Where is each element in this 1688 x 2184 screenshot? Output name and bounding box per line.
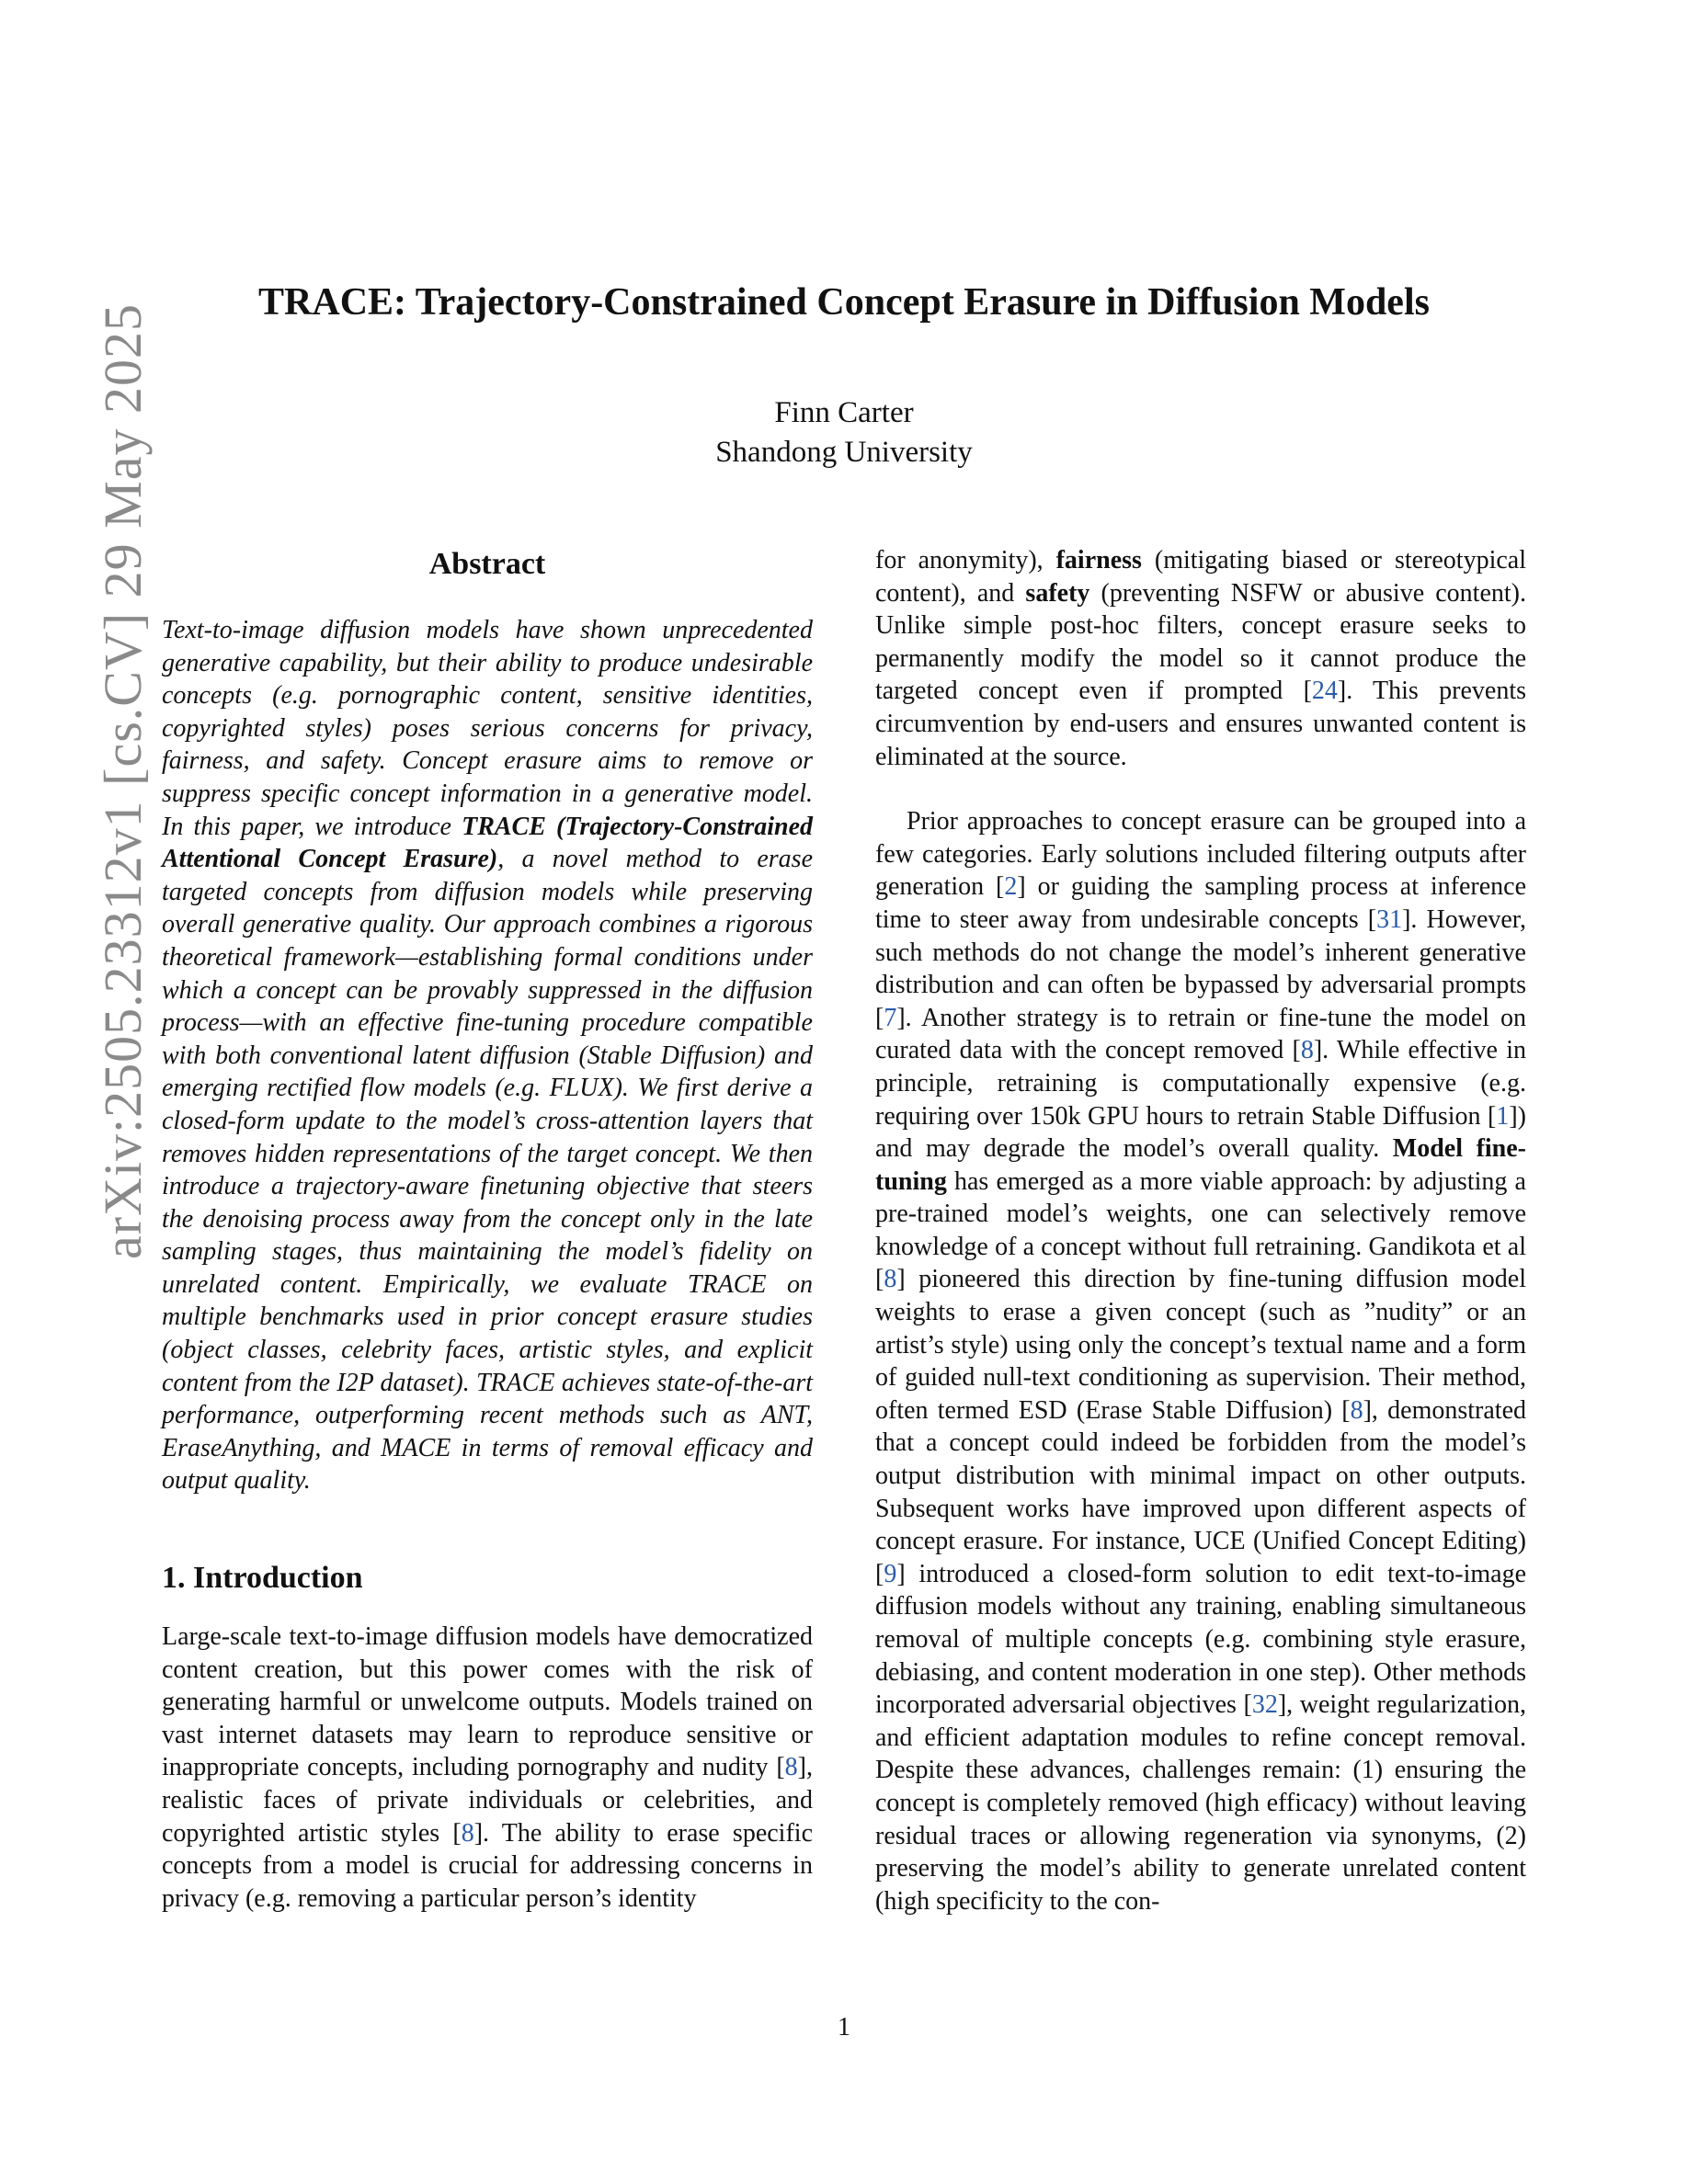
intro-text: ]) and may degrade the model’s overall quality. — [875, 1101, 1526, 1164]
page-number: 1 — [838, 2013, 850, 2042]
citation-link[interactable]: 32 — [1251, 1690, 1278, 1720]
citation-link[interactable]: 31 — [1376, 904, 1403, 934]
left-column — [162, 544, 813, 1915]
citation-link[interactable]: 8 — [1350, 1395, 1363, 1425]
arxiv-identifier: arXiv:2505.23312v1 [cs.CV] 29 May 2025 — [93, 302, 153, 1259]
citation-link[interactable]: 8 — [784, 1753, 798, 1782]
author-affiliation: Shandong University — [715, 436, 973, 469]
intro-text: ]. This prevents circumvention by end-users and ensures unwanted content is eliminated at the source. — [875, 677, 1526, 771]
citation-link[interactable]: 9 — [884, 1559, 897, 1588]
intro-text: ]. However, such methods do not change the model’s inherent generative distribution and can often be bypassed by adversarial prompts [ — [875, 904, 1527, 1032]
intro-text: Prior approaches to concept erasure can be grouped into a few categories. Early solutions included filtering outputs after generation [ — [875, 807, 1526, 902]
citation-link[interactable]: 1 — [1496, 1101, 1510, 1131]
bold-term-safety: safety — [1025, 578, 1090, 608]
citation-link[interactable]: 8 — [461, 1818, 474, 1848]
intro-text: ]. Another strategy is to retrain or fine-tune the model on curated data with the concept removed [ — [875, 1003, 1526, 1065]
abstract-paragraph — [162, 614, 813, 1497]
intro-text: for anonymity), — [875, 546, 1056, 574]
author-block — [0, 393, 1688, 472]
intro-text: ], weight regularization, and efficient adaptation modules to refine concept removal. Despite these advances, challenges remain: (1) ensuring the concept is completely removed (high efficacy) without leaving residual traces or allowing regeneration via synonyms, (2) preserving the model’s ability to generate unrelated content (high specificity to the con- — [875, 1690, 1526, 1916]
abstract-text-part: Text-to-image diffusion models have shown unprecedented generative capability, but their ability to produce undesirable concepts (e.g. pornographic content, sensitive identities, copyrighted styles) poses serious concerns for privacy, fairness, and safety. Concept erasure aims to remove or suppress specific concept information in a generative model. In this paper, we introduce — [162, 616, 813, 841]
introduction-paragraph-continued — [875, 544, 1526, 773]
citation-link[interactable]: 7 — [884, 1003, 897, 1032]
arxiv-side-stamp — [0, 0, 153, 1259]
intro-text: Large-scale text-to-image diffusion models have democratized content creation, but this power comes with the risk of generating harmful or unwelcome outputs. Models trained on vast internet datasets may learn to reproduce sensitive or inappropriate concepts, including pornography and nudity [ — [162, 1622, 813, 1782]
citation-link[interactable]: 2 — [1004, 872, 1018, 902]
abstract-text-part: , a novel method to erase targeted concepts from diffusion models while preserving overall generative quality. Our approach combines a rigorous theoretical framework—establishing formal conditions under which a concept can be provably suppressed in the diffusion process—with an effective fine-tuning procedure compatible with both conventional latent diffusion (Stable Diffusion) and emerging rectified flow models (e.g. FLUX). We first derive a closed-form update to the model’s cross-attention layers that removes hidden representations of the target concept. We then introduce a trajectory-aware finetuning objective that steers the denoising process away from the concept only in the late sampling stages, thus maintaining the model’s fidelity on unrelated content. Empirically, we evaluate TRACE on multiple benchmarks used in prior concept erasure studies (object classes, celebrity faces, artistic styles, and explicit content from the I2P dataset). TRACE achieves state-of-the-art performance, outperforming recent methods such as ANT, EraseAnything, and MACE in terms of removal efficacy and output quality. — [162, 845, 813, 1496]
intro-text: ], demonstrated that a concept could indeed be forbidden from the model’s output distribution with minimal impact on other outputs. Subsequent works have improved upon different aspects of concept erasure. For instance, UCE (Unified Concept Editing) [ — [875, 1395, 1527, 1588]
paper-title: TRACE: Trajectory-Constrained Concept Erasure in Diffusion Models — [258, 281, 1430, 324]
citation-link[interactable]: 8 — [884, 1265, 897, 1294]
intro-text: has emerged as a more viable approach: by adjusting a pre-trained model’s weights, one can selectively remove knowledge of a concept without full retraining. Gandikota et al [ — [875, 1166, 1526, 1294]
introduction-paragraph — [162, 1621, 813, 1915]
citation-link[interactable]: 8 — [1300, 1036, 1314, 1065]
introduction-heading: 1. Introduction — [162, 1561, 363, 1596]
intro-text: ]. The ability to erase specific concepts from a model is crucial for addressing concerns in privacy (e.g. removing a particular person’s identity — [162, 1818, 813, 1913]
abstract-method-name: TRACE (Trajectory-Constrained Attentional Concept Erasure) — [162, 812, 813, 874]
citation-link[interactable]: 24 — [1311, 677, 1338, 706]
intro-text: ] pioneered this direction by fine-tuning diffusion model weights to erase a given concept (such as ”nudity” or an artist’s style) using only the concept’s textual name and a form of guided null-text conditioning as supervision. Their method, often termed ESD (Erase Stable Diffusion) [ — [875, 1265, 1526, 1425]
prior-approaches-paragraph — [875, 805, 1526, 1917]
intro-text: ]. While effective in principle, retraining is computationally expensive (e.g. requiring over 150k GPU hours to retrain Stable Diffusion [ — [875, 1036, 1526, 1131]
bold-term-fairness: fairness — [1055, 546, 1142, 574]
author-name: Finn Carter — [774, 396, 914, 429]
intro-text: (mitigating biased or stereotypical content), and — [875, 546, 1526, 608]
abstract-heading: Abstract — [428, 547, 546, 581]
intro-text: ] or guiding the sampling process at inference time to steer away from undesirable concepts [ — [875, 872, 1526, 934]
bold-term-model-fine-tuning: Model fine-tuning — [875, 1134, 1527, 1196]
right-column — [875, 544, 1526, 1917]
intro-text: ], realistic faces of private individuals or celebrities, and copyrighted artistic styles [ — [162, 1753, 813, 1848]
intro-text: ] introduced a closed-form solution to edit text-to-image diffusion models without any training, enabling simultaneous removal of multiple concepts (e.g. combining style erasure, debiasing, and content moderation in one step). Other methods incorporated adversarial objectives [ — [875, 1559, 1526, 1720]
intro-text: (preventing NSFW or abusive content). Unlike simple post-hoc filters, concept erasure seeks to permanently modify the model so it cannot produce the targeted concept even if prompted [ — [875, 578, 1526, 706]
